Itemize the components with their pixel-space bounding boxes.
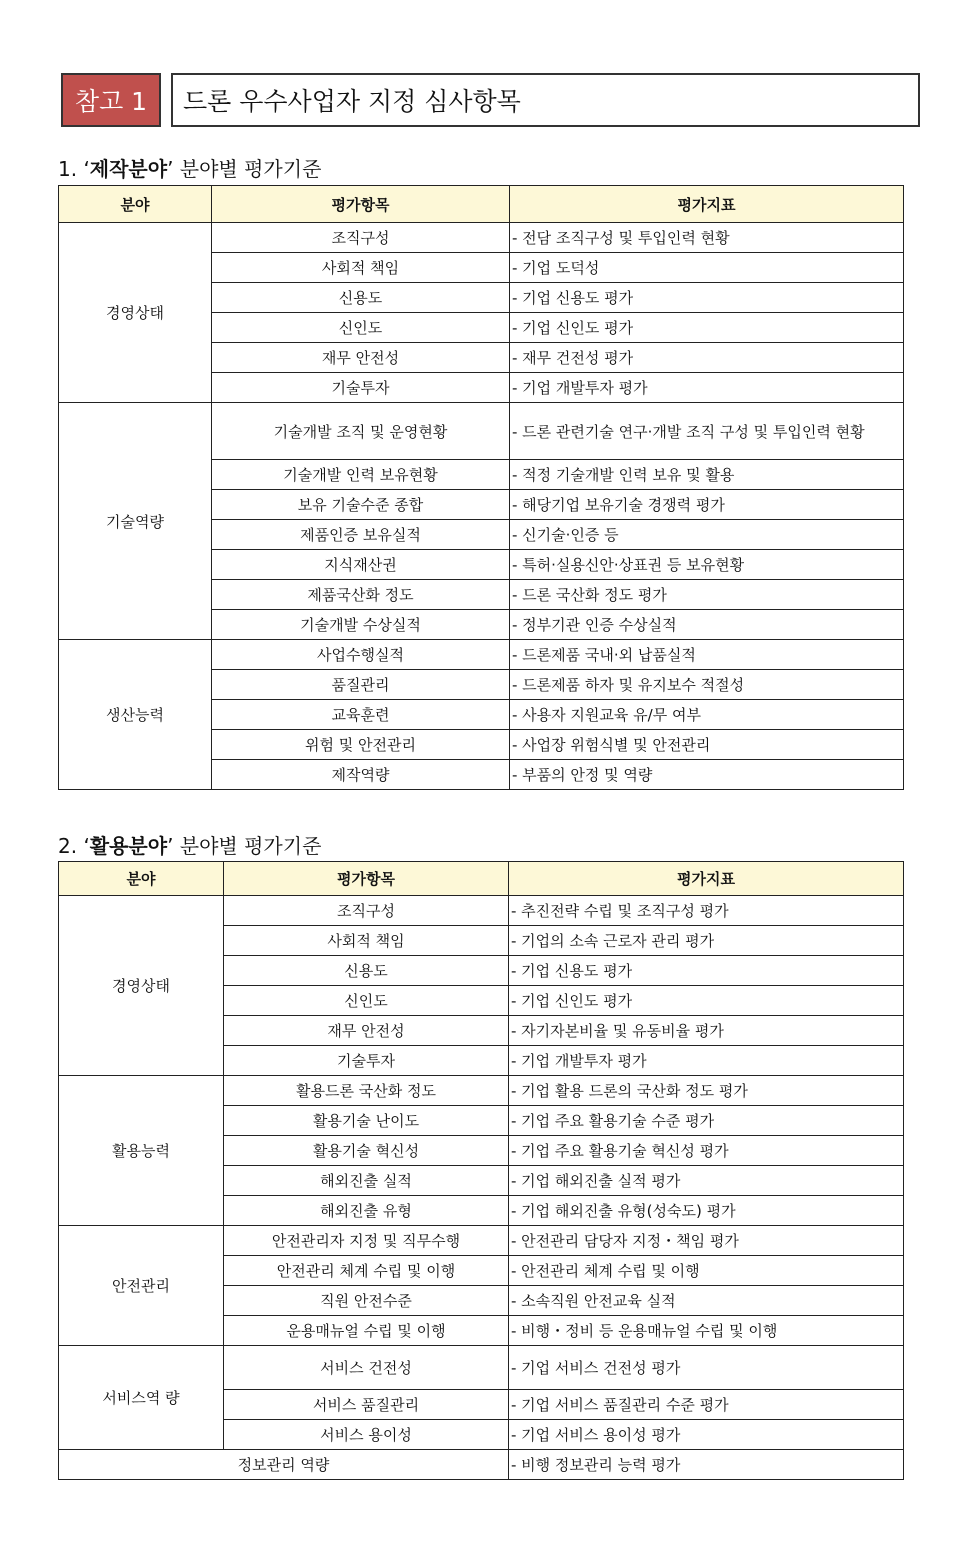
header-indicator: 평가지표 — [509, 862, 904, 896]
eval-item: 재무 안전성 — [224, 1016, 509, 1046]
eval-item: 서비스 건전성 — [224, 1346, 509, 1390]
eval-indicator: - 기업 주요 활용기술 수준 평가 — [509, 1106, 904, 1136]
eval-indicator: - 기업 서비스 용이성 평가 — [509, 1420, 904, 1450]
category-cell: 생산능력 — [59, 640, 212, 790]
eval-item: 신인도 — [212, 313, 510, 343]
eval-indicator: - 드론 관련기술 연구·개발 조직 구성 및 투입인력 현황 — [510, 403, 904, 460]
eval-item: 운용매뉴얼 수립 및 이행 — [224, 1316, 509, 1346]
category-cell: 활용능력 — [59, 1076, 224, 1226]
eval-indicator: - 기업 개발투자 평가 — [510, 373, 904, 403]
eval-item: 활용기술 혁신성 — [224, 1136, 509, 1166]
eval-item: 기술개발 수상실적 — [212, 610, 510, 640]
category-cell: 안전관리 — [59, 1226, 224, 1346]
eval-indicator: - 기업의 소속 근로자 관리 평가 — [509, 926, 904, 956]
eval-item: 서비스 용이성 — [224, 1420, 509, 1450]
utilization-criteria-table — [58, 861, 904, 1480]
eval-indicator: - 드론제품 국내·외 납품실적 — [510, 640, 904, 670]
eval-item: 해외진출 실적 — [224, 1166, 509, 1196]
eval-indicator: - 비행・정비 등 운용매뉴얼 수립 및 이행 — [509, 1316, 904, 1346]
eval-item: 기술개발 조직 및 운영현황 — [212, 403, 510, 460]
eval-item: 기술투자 — [212, 373, 510, 403]
header-item: 평가항목 — [212, 186, 510, 223]
eval-indicator: - 안전관리 체계 수립 및 이행 — [509, 1256, 904, 1286]
eval-item: 조직구성 — [224, 896, 509, 926]
eval-indicator: - 해당기업 보유기술 경쟁력 평가 — [510, 490, 904, 520]
eval-indicator: - 정부기관 인증 수상실적 — [510, 610, 904, 640]
eval-indicator: - 특허·실용신안·상표권 등 보유현황 — [510, 550, 904, 580]
eval-item: 해외진출 유형 — [224, 1196, 509, 1226]
section-1-title: 1. ‘제작분야’ 분야별 평가기준 — [58, 157, 322, 181]
eval-indicator: - 사업장 위험식별 및 안전관리 — [510, 730, 904, 760]
eval-item: 사회적 책임 — [212, 253, 510, 283]
eval-indicator: - 기업 서비스 건전성 평가 — [509, 1346, 904, 1390]
eval-indicator: - 기업 서비스 품질관리 수준 평가 — [509, 1390, 904, 1420]
eval-item: 신용도 — [212, 283, 510, 313]
eval-indicator: - 재무 건전성 평가 — [510, 343, 904, 373]
eval-item: 직원 안전수준 — [224, 1286, 509, 1316]
eval-indicator: - 기업 신용도 평가 — [509, 956, 904, 986]
eval-item: 기술개발 인력 보유현황 — [212, 460, 510, 490]
eval-item: 정보관리 역량 — [59, 1450, 509, 1480]
eval-indicator: - 기업 신인도 평가 — [509, 986, 904, 1016]
eval-indicator: - 안전관리 담당자 지정・책임 평가 — [509, 1226, 904, 1256]
eval-item: 사업수행실적 — [212, 640, 510, 670]
eval-item: 제작역량 — [212, 760, 510, 790]
eval-indicator: - 신기술·인증 등 — [510, 520, 904, 550]
header-indicator: 평가지표 — [510, 186, 904, 223]
eval-item: 안전관리 체계 수립 및 이행 — [224, 1256, 509, 1286]
category-cell: 경영상태 — [59, 896, 224, 1076]
eval-indicator: - 드론제품 하자 및 유지보수 적절성 — [510, 670, 904, 700]
eval-item: 활용드론 국산화 정도 — [224, 1076, 509, 1106]
eval-item: 기술투자 — [224, 1046, 509, 1076]
eval-item: 신인도 — [224, 986, 509, 1016]
eval-indicator: - 드론 국산화 정도 평가 — [510, 580, 904, 610]
eval-item: 재무 안전성 — [212, 343, 510, 373]
section-2-title: 2. ‘활용분야’ 분야별 평가기준 — [58, 834, 322, 858]
eval-item: 보유 기술수준 종합 — [212, 490, 510, 520]
eval-item: 서비스 품질관리 — [224, 1390, 509, 1420]
eval-indicator: - 부품의 안정 및 역량 — [510, 760, 904, 790]
eval-indicator: - 기업 신용도 평가 — [510, 283, 904, 313]
eval-item: 제품인증 보유실적 — [212, 520, 510, 550]
eval-item: 조직구성 — [212, 223, 510, 253]
eval-indicator: - 기업 주요 활용기술 혁신성 평가 — [509, 1136, 904, 1166]
header-item: 평가항목 — [224, 862, 509, 896]
eval-indicator: - 비행 정보관리 능력 평가 — [509, 1450, 904, 1480]
category-cell: 서비스역 량 — [59, 1346, 224, 1450]
eval-indicator: - 사용자 지원교육 유/무 여부 — [510, 700, 904, 730]
reference-badge: 참고 1 — [61, 73, 161, 127]
eval-item: 품질관리 — [212, 670, 510, 700]
eval-indicator: - 기업 해외진출 실적 평가 — [509, 1166, 904, 1196]
eval-indicator: - 기업 개발투자 평가 — [509, 1046, 904, 1076]
eval-item: 신용도 — [224, 956, 509, 986]
eval-item: 사회적 책임 — [224, 926, 509, 956]
eval-item: 제품국산화 정도 — [212, 580, 510, 610]
eval-indicator: - 적정 기술개발 인력 보유 및 활용 — [510, 460, 904, 490]
category-cell: 경영상태 — [59, 223, 212, 403]
eval-item: 안전관리자 지정 및 직무수행 — [224, 1226, 509, 1256]
header-category: 분야 — [59, 862, 224, 896]
eval-item: 지식재산권 — [212, 550, 510, 580]
page-title: 드론 우수사업자 지정 심사항목 — [171, 73, 920, 127]
eval-indicator: - 전담 조직구성 및 투입인력 현황 — [510, 223, 904, 253]
eval-indicator: - 자기자본비율 및 유동비율 평가 — [509, 1016, 904, 1046]
production-criteria-table — [58, 185, 904, 790]
eval-indicator: - 기업 도덕성 — [510, 253, 904, 283]
eval-item: 위험 및 안전관리 — [212, 730, 510, 760]
eval-indicator: - 추진전략 수립 및 조직구성 평가 — [509, 896, 904, 926]
header-category: 분야 — [59, 186, 212, 223]
eval-indicator: - 소속직원 안전교육 실적 — [509, 1286, 904, 1316]
eval-item: 활용기술 난이도 — [224, 1106, 509, 1136]
eval-indicator: - 기업 신인도 평가 — [510, 313, 904, 343]
eval-indicator: - 기업 활용 드론의 국산화 정도 평가 — [509, 1076, 904, 1106]
eval-indicator: - 기업 해외진출 유형(성숙도) 평가 — [509, 1196, 904, 1226]
category-cell: 기술역량 — [59, 403, 212, 640]
eval-item: 교육훈련 — [212, 700, 510, 730]
